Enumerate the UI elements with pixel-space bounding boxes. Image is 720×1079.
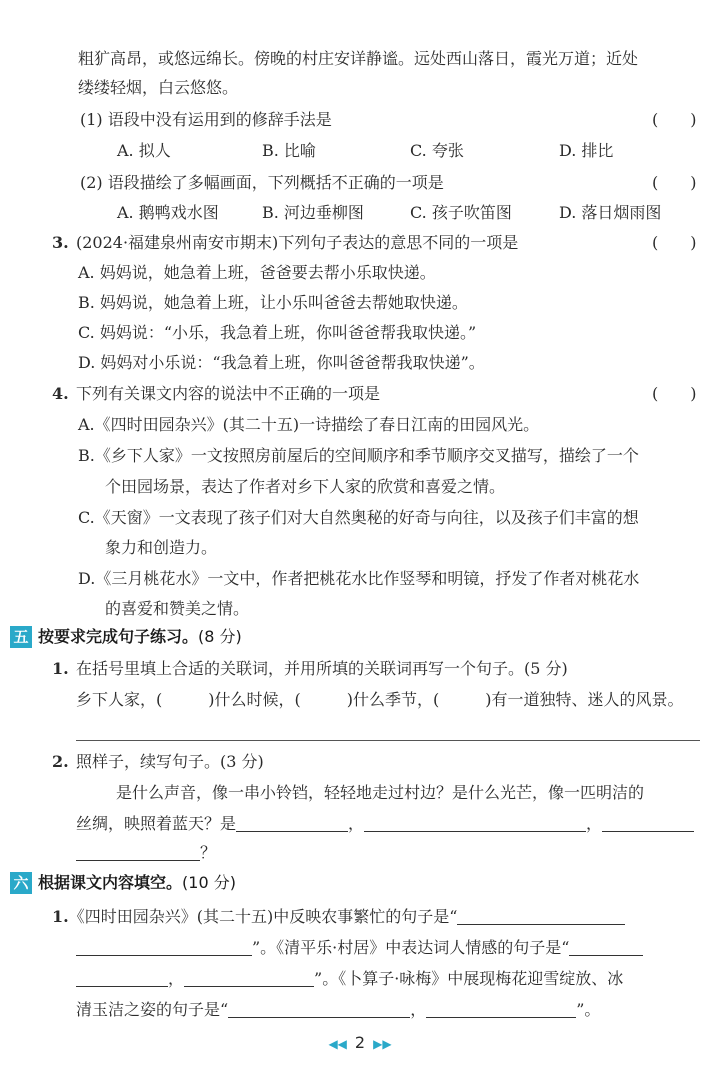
sentence-part: )有一道独特、迷人的风景。 bbox=[485, 690, 684, 709]
option-a: A. 妈妈说，她急着上班，爸爸要去帮小乐取快递。 bbox=[78, 263, 436, 282]
fill-blank[interactable] bbox=[426, 999, 576, 1018]
sentence-part: 丝绸，映照着蓝天？是 bbox=[76, 814, 237, 833]
option-d-line1: D.《三月桃花水》一文中，作者把桃花水比作竖琴和明镜，抒发了作者对桃花水 bbox=[78, 569, 640, 588]
section-points: (8 分) bbox=[198, 627, 242, 646]
sentence-part: )什么季节，( bbox=[346, 690, 440, 709]
answer-paren[interactable]: ( ) bbox=[652, 233, 697, 252]
s5-q1-stem: 在括号里填上合适的关联词，并用所填的关联词再写一个句子。(5 分) bbox=[76, 659, 568, 678]
option-c: C. 妈妈说：“小乐，我急着上班，你叫爸爸帮我取快递。” bbox=[78, 323, 477, 342]
example-sentence-line3 bbox=[76, 842, 216, 864]
fill-blank[interactable] bbox=[602, 813, 694, 832]
option-b-line1: B.《乡下人家》一文按照房前屋后的空间顺序和季节顺序交叉描写，描绘了一个 bbox=[78, 446, 639, 465]
option-c: C. 孩子吹笛图 bbox=[410, 203, 512, 222]
punctuation: ， bbox=[586, 814, 603, 833]
sentence-part: 《四时田园杂兴》(其二十五)中反映农事繁忙的句子是“ bbox=[68, 907, 458, 926]
option-d: D. 排比 bbox=[559, 141, 614, 160]
s6-q1-line2 bbox=[76, 937, 643, 959]
q2-1-stem: (1) 语段中没有运用到的修辞手法是 bbox=[80, 110, 332, 129]
sentence-part: 清玉洁之姿的句子是“ bbox=[76, 1000, 229, 1019]
fill-blank[interactable] bbox=[236, 813, 348, 832]
option-c: C. 夸张 bbox=[410, 141, 464, 160]
section-number-badge: 五 bbox=[10, 626, 32, 648]
punctuation: ， bbox=[348, 814, 365, 833]
s6-q1-line3 bbox=[76, 968, 623, 990]
fill-blank[interactable] bbox=[228, 999, 410, 1018]
answer-paren[interactable]: ( ) bbox=[652, 173, 697, 192]
option-c-line1: C.《天窗》一文表现了孩子们对大自然奥秘的好奇与向往，以及孩子们丰富的想 bbox=[78, 508, 639, 527]
fill-blank[interactable] bbox=[76, 937, 252, 956]
question-number: 1. bbox=[52, 907, 69, 926]
page-footer bbox=[0, 1033, 720, 1052]
option-c-line2: 象力和创造力。 bbox=[105, 538, 218, 557]
fill-blank[interactable] bbox=[184, 968, 314, 987]
answer-paren[interactable]: ( ) bbox=[652, 384, 697, 403]
page-number: 2 bbox=[354, 1033, 366, 1052]
fill-blank[interactable] bbox=[364, 813, 586, 832]
option-b: B. 妈妈说，她急着上班，让小乐叫爸爸去帮她取快递。 bbox=[78, 293, 468, 312]
passage-line-2: 缕缕轻烟，白云悠悠。 bbox=[78, 78, 239, 97]
question-number: 4. bbox=[52, 384, 69, 403]
answer-writing-line[interactable] bbox=[76, 740, 700, 741]
sentence-part: ”。《清平乐·村居》中表达词人情感的句子是“ bbox=[252, 938, 570, 957]
s6-q1-line1 bbox=[52, 906, 625, 928]
s5-q1-sentence bbox=[76, 689, 684, 711]
question-number: 3. bbox=[52, 233, 69, 252]
section-five-heading bbox=[10, 625, 242, 649]
sentence-part: 乡下人家，( bbox=[76, 690, 163, 709]
punctuation: ？ bbox=[200, 843, 217, 862]
section-title: 按要求完成句子练习。 bbox=[38, 627, 199, 646]
sentence-part: )什么时候，( bbox=[208, 690, 301, 709]
question-number: 1. bbox=[52, 659, 69, 678]
option-a: A.《四时田园杂兴》(其二十五)一诗描绘了春日江南的田园风光。 bbox=[78, 415, 540, 434]
fill-blank[interactable] bbox=[457, 906, 625, 925]
next-page-icon[interactable]: ▶▶ bbox=[373, 1037, 392, 1051]
section-title: 根据课文内容填空。 bbox=[38, 873, 183, 892]
section-six-heading bbox=[10, 871, 236, 895]
example-sentence-line2 bbox=[76, 813, 694, 835]
passage-line-1: 粗犷高昂，或悠远绵长。傍晚的村庄安详静谧。远处西山落日，霞光万道；近处 bbox=[78, 49, 639, 68]
option-b: B. 比喻 bbox=[262, 141, 316, 160]
option-a: A. 拟人 bbox=[117, 141, 171, 160]
example-sentence-line1: 是什么声音，像一串小铃铛，轻轻地走过村边？是什么光芒，像一匹明洁的 bbox=[116, 783, 645, 802]
punctuation: ”。 bbox=[576, 1000, 601, 1019]
fill-blank[interactable] bbox=[569, 937, 643, 956]
question-number: 2. bbox=[52, 752, 69, 771]
sentence-part: ”。《卜算子·咏梅》中展现梅花迎雪绽放、冰 bbox=[314, 969, 624, 988]
option-d: D. 妈妈对小乐说：“我急着上班，你叫爸爸帮我取快递”。 bbox=[78, 353, 485, 372]
q2-2-stem: (2) 语段描绘了多幅画面，下列概括不正确的一项是 bbox=[80, 173, 444, 192]
section-points: (10 分) bbox=[182, 873, 236, 892]
fill-blank[interactable] bbox=[76, 968, 168, 987]
option-b: B. 河边垂柳图 bbox=[262, 203, 364, 222]
answer-paren[interactable]: ( ) bbox=[652, 110, 697, 129]
option-d-line2: 的喜爱和赞美之情。 bbox=[105, 599, 250, 618]
prev-page-icon[interactable]: ◀◀ bbox=[328, 1037, 347, 1051]
fill-blank[interactable] bbox=[76, 842, 200, 861]
option-b-line2: 个田园场景，表达了作者对乡下人家的欣赏和喜爱之情。 bbox=[105, 477, 506, 496]
punctuation: ， bbox=[410, 1000, 427, 1019]
option-a: A. 鹅鸭戏水图 bbox=[117, 203, 219, 222]
q4-stem: 下列有关课文内容的说法中不正确的一项是 bbox=[76, 384, 381, 403]
option-d: D. 落日烟雨图 bbox=[559, 203, 662, 222]
s5-q2-stem: 照样子，续写句子。(3 分) bbox=[76, 752, 264, 771]
punctuation: ， bbox=[168, 969, 185, 988]
section-number-badge: 六 bbox=[10, 872, 32, 894]
s6-q1-line4 bbox=[76, 999, 600, 1021]
q3-stem: (2024·福建泉州南安市期末)下列句子表达的意思不同的一项是 bbox=[76, 233, 519, 252]
